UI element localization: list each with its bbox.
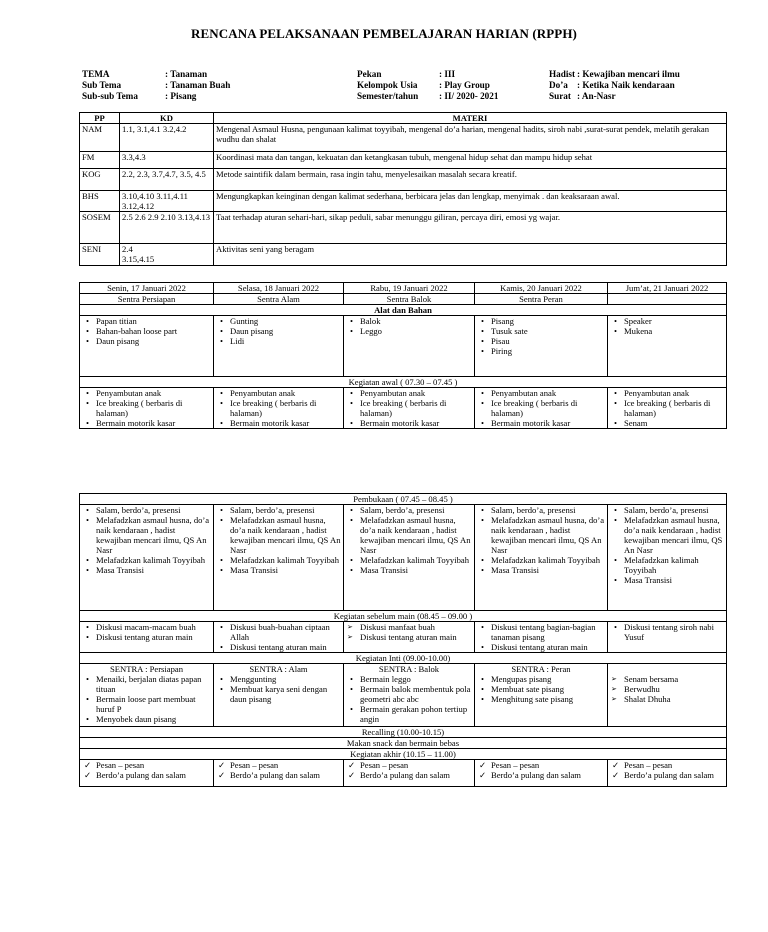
list-item: • Melafadzkan kalimah Toyyibah xyxy=(610,555,724,575)
list-item: • Menaiki, berjalan diatas papan tituan xyxy=(82,674,211,694)
list-item: • Melafadzkan kalimah Toyyibah xyxy=(477,555,605,565)
alat-cell xyxy=(80,316,214,377)
alat-list xyxy=(216,316,341,346)
info-label: TEMA xyxy=(82,69,110,79)
awal-cell xyxy=(608,388,727,429)
inti-list xyxy=(346,674,472,724)
list-item: • Bermain leggo xyxy=(346,674,472,684)
info-value: : II/ 2020- 2021 xyxy=(439,91,499,101)
pembukaan-list xyxy=(610,505,724,585)
kegiatan-inti-label: Kegiatan Inti (09.00-10.00) xyxy=(80,653,727,664)
materi-cell: Koordinasi mata dan tangan, kekuatan dan ketangkasan tubuh, mengenal hidup sehat dan mampu hidup sehat xyxy=(214,152,727,169)
sebelum-row xyxy=(80,622,727,653)
alat-row xyxy=(80,316,727,377)
inti-sentra-heading xyxy=(610,664,724,674)
inti-cell xyxy=(475,664,608,727)
pp-cell: BHS xyxy=(80,191,120,212)
pembukaan-list xyxy=(346,505,472,575)
list-item: • Diskusi tentang aturan main xyxy=(82,632,211,642)
list-item: • Melafadzkan kalimah Toyyibah xyxy=(216,555,341,565)
akhir-list xyxy=(610,760,724,780)
materi-cell: Aktivitas seni yang beragam xyxy=(214,244,727,266)
day-header: Rabu, 19 Januari 2022 xyxy=(344,283,475,294)
inti-cell xyxy=(80,664,214,727)
info-label: Pekan xyxy=(357,69,382,79)
list-item: • Diskusi buah-buahan ciptaan Allah xyxy=(216,622,341,642)
inti-list xyxy=(477,674,605,704)
list-item: • Diskusi tentang siroh nabi Yusuf xyxy=(610,622,724,642)
kd-cell: 1.1, 3.1,4.1 3.2,4.2 xyxy=(120,124,214,152)
materi-cell: Metode saintifik dalam bermain, rasa ingin tahu, menyelesaikan masalah secara kreatif. xyxy=(214,169,727,191)
inti-sentra-heading: SENTRA : Alam xyxy=(249,664,308,674)
list-item: • Melafadzkan kalimah Toyyibah xyxy=(82,555,211,565)
list-item: ➢ Diskusi manfaat buah xyxy=(346,622,472,632)
inti-sentra-heading: SENTRA : Persiapan xyxy=(109,664,184,674)
materi-cell: Mengungkapkan keinginan dengan kalimat sederhana, berbicara jelas dan lengkap, menyimak . dan keaksaraan awal. xyxy=(214,191,727,212)
list-item: ✓ Berdo’a pulang dan salam xyxy=(610,770,724,780)
list-item: • Salam, berdo’a, presensi xyxy=(477,505,605,515)
list-item: • Salam, berdo’a, presensi xyxy=(82,505,211,515)
akhir-list xyxy=(477,760,605,780)
kd-cell: 2.4 3.15,4.15 xyxy=(120,244,214,266)
alat-cell xyxy=(344,316,475,377)
materi-cell: Taat terhadap aturan sehari-hari, sikap peduli, sabar menunggu giliran, percaya diri, emosi yg wajar. xyxy=(214,212,727,244)
akhir-list xyxy=(216,760,341,780)
info-label: Semester/tahun xyxy=(357,91,419,101)
recalling-label: Recalling (10.00-10.15) xyxy=(80,727,727,738)
kd-cell: 3.10,4.10 3.11,4.11 3.12,4.12 xyxy=(120,191,214,212)
list-item: • Melafadzkan asmaul husna, do’a naik kendaraan , hadist kewajiban mencari ilmu, QS An Nasr xyxy=(610,515,724,555)
sentra-cell: Sentra Peran xyxy=(475,294,608,305)
list-item: ✓ Pesan – pesan xyxy=(82,760,211,770)
table-row xyxy=(80,212,727,244)
pp-cell: SOSEM xyxy=(80,212,120,244)
list-item: • Masa Transisi xyxy=(346,565,472,575)
table-row xyxy=(80,244,727,266)
pp-cell: SENI xyxy=(80,244,120,266)
akhir-cell xyxy=(344,760,475,787)
list-item: • Tusuk sate xyxy=(477,326,605,336)
kegiatan-awal-label: Kegiatan awal ( 07.30 – 07.45 ) xyxy=(80,377,727,388)
list-item: • Masa Transisi xyxy=(216,565,341,575)
kd-cell: 2.2, 2.3, 3.7,4.7, 3.5, 4.5 xyxy=(120,169,214,191)
list-item: • Menyobek daun pisang xyxy=(82,714,211,724)
schedule-table-top xyxy=(79,282,727,429)
alat-cell xyxy=(608,316,727,377)
list-item: • Membuat karya seni dengan daun pisang xyxy=(216,684,341,704)
list-item: • Diskusi tentang aturan main xyxy=(477,642,605,652)
sentra-cell: Sentra Alam xyxy=(214,294,344,305)
schedule-table-bottom xyxy=(79,493,727,787)
list-item: • Melafadzkan asmaul husna, do’a naik kendaraan , hadist kewajiban mencari ilmu, QS An Nasr xyxy=(477,515,605,555)
list-item: • Salam, berdo’a, presensi xyxy=(346,505,472,515)
list-item: • Ice breaking ( berbaris di halaman) xyxy=(346,398,472,418)
awal-list xyxy=(610,388,724,428)
sebelum-list xyxy=(216,622,341,652)
sebelum-cell xyxy=(344,622,475,653)
info-label: Hadist xyxy=(549,69,576,79)
list-item: • Masa Transisi xyxy=(477,565,605,575)
list-item: • Melafadzkan asmaul husna, do’a naik kendaraan , hadist kewajiban mencari ilmu, QS An Nasr xyxy=(216,515,341,555)
header-pp: PP xyxy=(80,113,120,124)
list-item: • Pisau xyxy=(477,336,605,346)
inti-list xyxy=(82,674,211,724)
inti-list xyxy=(216,674,341,704)
list-item: • Pisang xyxy=(477,316,605,326)
list-item: • Ice breaking ( berbaris di halaman) xyxy=(610,398,724,418)
list-item: • Melafadzkan kalimah Toyyibah xyxy=(346,555,472,565)
akhir-cell xyxy=(608,760,727,787)
sebelum-list xyxy=(477,622,605,652)
inti-row xyxy=(80,664,727,727)
info-label: Sub Tema xyxy=(82,80,122,90)
awal-row xyxy=(80,388,727,429)
kd-table xyxy=(79,112,727,266)
list-item: ➢ Shalat Dhuha xyxy=(610,694,724,704)
awal-cell xyxy=(214,388,344,429)
list-item: • Papan titian xyxy=(82,316,211,326)
info-value: : Play Group xyxy=(439,80,490,90)
pembukaan-list xyxy=(82,505,211,575)
pembukaan-label: Pembukaan ( 07.45 – 08.45 ) xyxy=(80,494,727,505)
list-item: • Menghitung sate pisang xyxy=(477,694,605,704)
alat-list xyxy=(346,316,472,336)
day-header: Selasa, 18 Januari 2022 xyxy=(214,283,344,294)
list-item: • Bermain motorik kasar xyxy=(216,418,341,428)
day-header: Senin, 17 Januari 2022 xyxy=(80,283,214,294)
list-item: • Penyambutan anak xyxy=(216,388,341,398)
inti-cell xyxy=(214,664,344,727)
materi-cell: Mengenal Asmaul Husna, pengunaan kalimat toyyibah, mengenal do’a harian, mengenal hadits, siroh nabi ,surat-surat pendek, melatih gerakan wudhu dan shalat xyxy=(214,124,727,152)
list-item: ✓ Berdo’a pulang dan salam xyxy=(82,770,211,780)
kd-cell: 2.5 2.6 2.9 2.10 3.13,4.13 xyxy=(120,212,214,244)
sebelum-list xyxy=(82,622,211,642)
info-column-week xyxy=(357,69,498,102)
list-item: • Diskusi macam-macam buah xyxy=(82,622,211,632)
sentra-cell: Sentra Persiapan xyxy=(80,294,214,305)
info-label: Surat xyxy=(549,91,571,101)
pembukaan-cell xyxy=(214,505,344,611)
list-item: • Gunting xyxy=(216,316,341,326)
akhir-row xyxy=(80,760,727,787)
akhir-cell xyxy=(214,760,344,787)
list-item: • Membuat sate pisang xyxy=(477,684,605,694)
header-materi: MATERI xyxy=(214,113,727,124)
alat-list xyxy=(477,316,605,356)
day-header: Jum’at, 21 Januari 2022 xyxy=(608,283,727,294)
pembukaan-cell xyxy=(475,505,608,611)
info-column-theme xyxy=(82,69,230,102)
info-label: Kelompok Usia xyxy=(357,80,418,90)
list-item: • Salam, berdo’a, presensi xyxy=(216,505,341,515)
list-item: • Daun pisang xyxy=(82,336,211,346)
list-item: • Melafadzkan asmaul husna, do’a naik kendaraan , hadist kewajiban mencari ilmu, QS An Nasr xyxy=(346,515,472,555)
list-item: • Bahan-bahan loose part xyxy=(82,326,211,336)
sebelum-main-label: Kegiatan sebelum main (08.45 – 09.00 ) xyxy=(80,611,727,622)
list-item: • Piring xyxy=(477,346,605,356)
sebelum-cell xyxy=(80,622,214,653)
list-item: • Speaker xyxy=(610,316,724,326)
list-item: • Daun pisang xyxy=(216,326,341,336)
sebelum-list xyxy=(610,622,724,642)
list-item: ➢ Senam bersama xyxy=(610,674,724,684)
sentra-row xyxy=(80,294,727,305)
table-row xyxy=(80,191,727,212)
inti-cell xyxy=(608,664,727,727)
inti-list xyxy=(610,674,724,704)
list-item: • Mukena xyxy=(610,326,724,336)
sentra-cell: Sentra Balok xyxy=(344,294,475,305)
list-item: • Salam, berdo’a, presensi xyxy=(610,505,724,515)
header-kd: KD xyxy=(120,113,214,124)
info-value: : Tanaman Buah xyxy=(165,80,231,90)
pp-cell: NAM xyxy=(80,124,120,152)
pembukaan-cell xyxy=(344,505,475,611)
pembukaan-cell xyxy=(608,505,727,611)
info-value: : Ketika Naik kendaraan xyxy=(577,80,675,90)
awal-cell xyxy=(80,388,214,429)
list-item: • Lidi xyxy=(216,336,341,346)
list-item: • Diskusi tentang aturan main xyxy=(216,642,341,652)
pp-cell: FM xyxy=(80,152,120,169)
list-item: ✓ Berdo’a pulang dan salam xyxy=(477,770,605,780)
pembukaan-cell xyxy=(80,505,214,611)
list-item: • Bermain loose part membuat huruf P xyxy=(82,694,211,714)
list-item: • Ice breaking ( berbaris di halaman) xyxy=(82,398,211,418)
alat-bahan-label: Alat dan Bahan xyxy=(80,305,727,316)
list-item: • Senam xyxy=(610,418,724,428)
snack-label: Makan snack dan bermain bebas xyxy=(80,738,727,749)
pembukaan-row xyxy=(80,505,727,611)
info-value: : Kewajiban mencari ilmu xyxy=(577,69,680,79)
list-item: ✓ Pesan – pesan xyxy=(216,760,341,770)
alat-list xyxy=(610,316,724,336)
list-item: • Bermain motorik kasar xyxy=(346,418,472,428)
kegiatan-akhir-label: Kegiatan akhir (10.15 – 11.00) xyxy=(80,749,727,760)
info-column-hadist xyxy=(549,69,680,102)
list-item: ✓ Berdo’a pulang dan salam xyxy=(216,770,341,780)
inti-sentra-heading: SENTRA : Peran xyxy=(511,664,571,674)
list-item: • Leggo xyxy=(346,326,472,336)
days-row xyxy=(80,283,727,294)
list-item: • Diskusi tentang bagian-bagian tanaman pisang xyxy=(477,622,605,642)
akhir-cell xyxy=(475,760,608,787)
list-item: • Menggunting xyxy=(216,674,341,684)
list-item: ✓ Pesan – pesan xyxy=(346,760,472,770)
list-item: ➢ Berwudhu xyxy=(610,684,724,694)
info-value: : Pisang xyxy=(165,91,197,101)
pembukaan-list xyxy=(216,505,341,575)
document-title: RENCANA PELAKSANAAN PEMBELAJARAN HARIAN (RPPH) xyxy=(191,26,577,41)
list-item: ✓ Pesan – pesan xyxy=(610,760,724,770)
info-value: : An-Nasr xyxy=(577,91,616,101)
sebelum-cell xyxy=(475,622,608,653)
awal-list xyxy=(216,388,341,428)
list-item: • Ice breaking ( berbaris di halaman) xyxy=(216,398,341,418)
info-value: : III xyxy=(439,69,456,79)
list-item: • Bermain balok membentuk pola geometri abc abc xyxy=(346,684,472,704)
pembukaan-list xyxy=(477,505,605,575)
list-item: ✓ Berdo’a pulang dan salam xyxy=(346,770,472,780)
table-row xyxy=(80,169,727,191)
table-row xyxy=(80,124,727,152)
list-item: • Ice breaking ( berbaris di halaman) xyxy=(477,398,605,418)
sentra-cell xyxy=(608,294,727,305)
inti-cell xyxy=(344,664,475,727)
awal-list xyxy=(82,388,211,428)
awal-cell xyxy=(344,388,475,429)
awal-list xyxy=(477,388,605,428)
list-item: • Mengupas pisang xyxy=(477,674,605,684)
list-item: • Masa Transisi xyxy=(82,565,211,575)
list-item: • Penyambutan anak xyxy=(82,388,211,398)
akhir-cell xyxy=(80,760,214,787)
sebelum-cell xyxy=(608,622,727,653)
list-item: • Melafadzkan asmaul husna, do’a naik kendaraan , hadist kewajiban mencari ilmu, QS An Nasr xyxy=(82,515,211,555)
pp-cell: KOG xyxy=(80,169,120,191)
sebelum-list xyxy=(346,622,472,642)
list-item: • Bermain motorik kasar xyxy=(82,418,211,428)
awal-list xyxy=(346,388,472,428)
info-label: Do’a xyxy=(549,80,568,90)
awal-cell xyxy=(475,388,608,429)
inti-sentra-heading: SENTRA : Balok xyxy=(378,664,440,674)
info-label: Sub-sub Tema xyxy=(82,91,138,101)
list-item: ➢ Diskusi tentang aturan main xyxy=(346,632,472,642)
list-item: • Masa Transisi xyxy=(610,575,724,585)
kd-cell: 3.3,4.3 xyxy=(120,152,214,169)
list-item: • Bermain motorik kasar xyxy=(477,418,605,428)
alat-cell xyxy=(214,316,344,377)
list-item: • Penyambutan anak xyxy=(346,388,472,398)
list-item: • Balok xyxy=(346,316,472,326)
info-value: : Tanaman xyxy=(165,69,208,79)
list-item: • Penyambutan anak xyxy=(610,388,724,398)
akhir-list xyxy=(346,760,472,780)
list-item: ✓ Pesan – pesan xyxy=(477,760,605,770)
list-item: • Penyambutan anak xyxy=(477,388,605,398)
akhir-list xyxy=(82,760,211,780)
sebelum-cell xyxy=(214,622,344,653)
list-item: • Bermain gerakan pohon tertiup angin xyxy=(346,704,472,724)
alat-list xyxy=(82,316,211,346)
day-header: Kamis, 20 Januari 2022 xyxy=(475,283,608,294)
alat-cell xyxy=(475,316,608,377)
table-row xyxy=(80,152,727,169)
